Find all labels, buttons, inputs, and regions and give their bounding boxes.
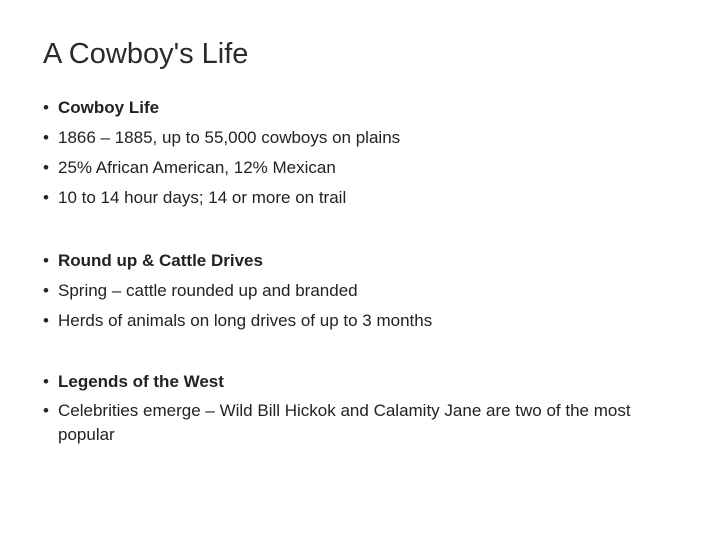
bullet-icon: • — [43, 128, 49, 147]
bullet-item — [43, 185, 683, 215]
bullet-text: Round up & Cattle Drives — [58, 251, 263, 270]
bullet-item — [43, 369, 683, 399]
bullet-item — [43, 95, 683, 125]
bullet-text: Celebrities emerge – Wild Bill Hickok and Calamity Jane are two of the most popular — [58, 401, 631, 444]
bullet-item — [43, 399, 683, 447]
bullet-item — [43, 308, 683, 338]
bullet-text: Herds of animals on long drives of up to 3 months — [58, 311, 433, 330]
bullet-text: Spring – cattle rounded up and branded — [58, 281, 358, 300]
bullet-text: 1866 – 1885, up to 55,000 cowboys on plains — [58, 128, 401, 147]
bullet-item — [43, 248, 683, 278]
bullet-item — [43, 125, 683, 155]
bullet-item — [43, 155, 683, 185]
bullet-icon: • — [43, 98, 49, 117]
bullet-icon: • — [43, 372, 49, 391]
bullet-icon: • — [43, 311, 49, 330]
bullet-icon: • — [43, 401, 49, 420]
bullet-text: Cowboy Life — [58, 98, 160, 117]
bullet-text: Legends of the West — [58, 372, 224, 391]
bullet-text: 10 to 14 hour days; 14 or more on trail — [58, 188, 347, 207]
slide-title: A Cowboy's Life — [43, 38, 249, 70]
bullet-icon: • — [43, 251, 49, 270]
section-cowboy-life — [43, 95, 683, 215]
bullet-icon: • — [43, 188, 49, 207]
bullet-text: 25% African American, 12% Mexican — [58, 158, 336, 177]
bullet-item — [43, 278, 683, 308]
section-legends — [43, 369, 683, 447]
bullet-icon: • — [43, 281, 49, 300]
section-round-up — [43, 248, 683, 338]
bullet-icon: • — [43, 158, 49, 177]
